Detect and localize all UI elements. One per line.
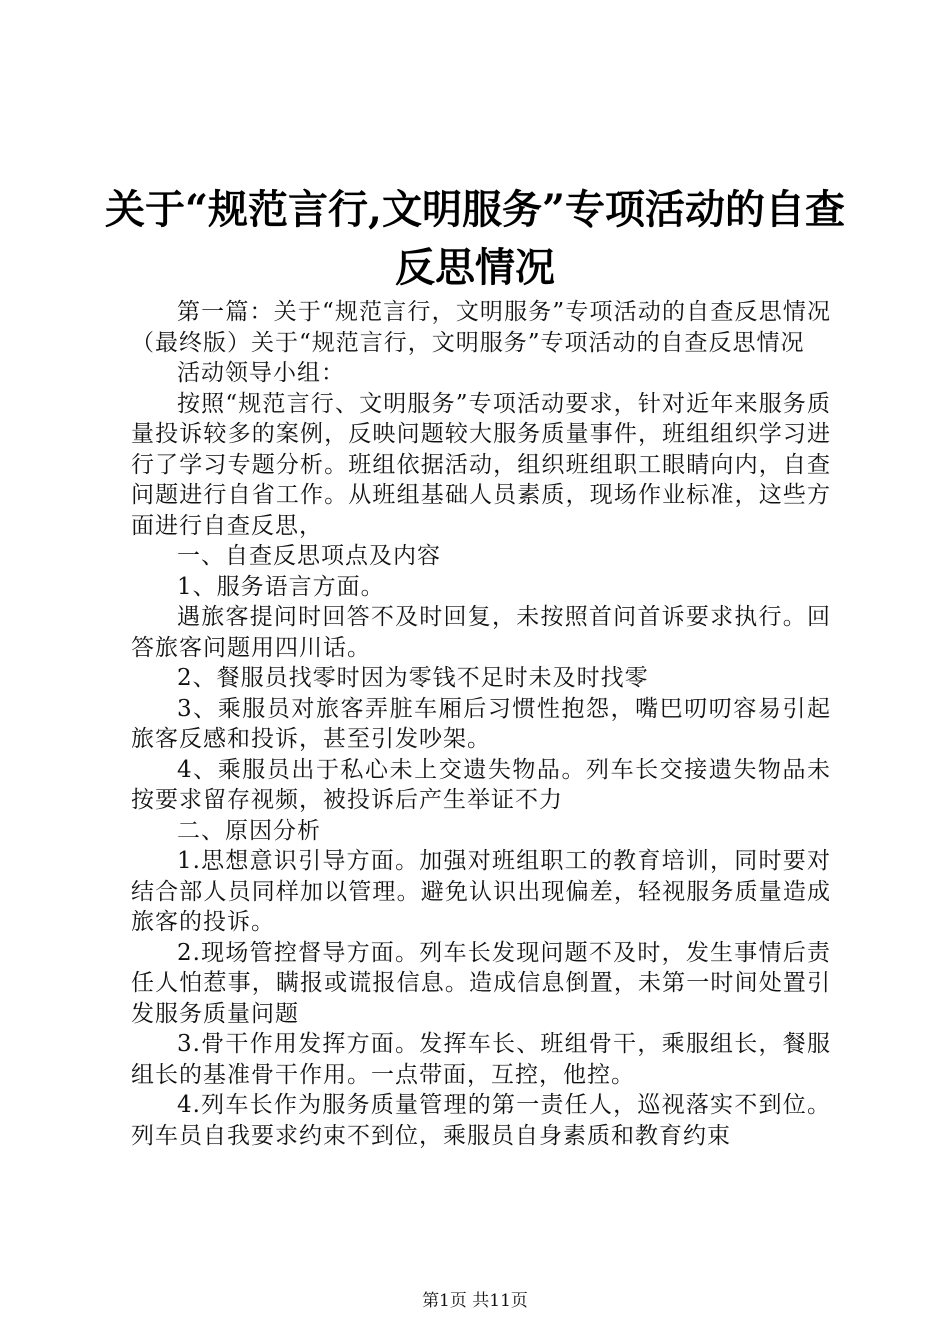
paragraph: 活动领导小组： — [177, 360, 345, 386]
paragraph: 2.现场管控督导方面。列车长发现问题不及时，发生事情后责任人怕惹事，瞒报或谎报信息。造成信息倒置，未第一时间处置引发服务质量问题 — [131, 939, 831, 1027]
paragraph: 按照“规范言行、文明服务”专项活动要求，针对近年来服务质量投诉较多的案例，反映问题较大服务质量事件，班组组织学习进行了学习专题分析。班组依据活动，组织班组职工眼睛向内，自查问题进行自省工作。从班组基础人员素质，现场作业标准，这些方面进行自查反思， — [131, 390, 831, 539]
paragraph: 3.骨干作用发挥方面。发挥车长、班组骨干，乘服组长，餐服组长的基准骨干作用。一点带面，互控，他控。 — [131, 1031, 831, 1088]
paragraph: 1.思想意识引导方面。加强对班组职工的教育培训，同时要对结合部人员同样加以管理。避免认识出现偏差，轻视服务质量造成旅客的投诉。 — [131, 848, 831, 935]
document-body — [131, 297, 831, 1151]
paragraph: 第一篇：关于“规范言行，文明服务”专项活动的自查反思情况（最终版）关于“规范言行，文明服务”专项活动的自查反思情况 — [131, 299, 831, 356]
paragraph: 1、服务语言方面。 — [177, 573, 385, 600]
paragraph: 3、乘服员对旅客弄脏车厢后习惯性抱怨，嘴巴叨叨容易引起旅客反感和投诉，甚至引发吵架。 — [131, 695, 831, 752]
section-heading: 一、自查反思项点及内容 — [177, 543, 441, 569]
page-footer: 第1页 共11页 — [422, 1291, 528, 1311]
document-title-line-2: 反思情况 — [395, 244, 555, 291]
section-heading: 二、原因分析 — [177, 817, 321, 844]
paragraph: 4.列车长作为服务质量管理的第一责任人，巡视落实不到位。列车员自我要求约束不到位，乘服员自身素质和教育约束 — [131, 1092, 831, 1149]
paragraph: 2、餐服员找零时因为零钱不足时未及时找零 — [177, 665, 649, 691]
paragraph: 遇旅客提问时回答不及时回复，未按照首问首诉要求执行。回答旅客问题用四川话。 — [131, 604, 831, 661]
paragraph: 4、乘服员出于私心未上交遗失物品。列车长交接遗失物品未按要求留存视频，被投诉后产生举证不力 — [131, 756, 831, 813]
document-title-line-1: 关于“规范言行,文明服务”专项活动的自查 — [105, 186, 845, 233]
